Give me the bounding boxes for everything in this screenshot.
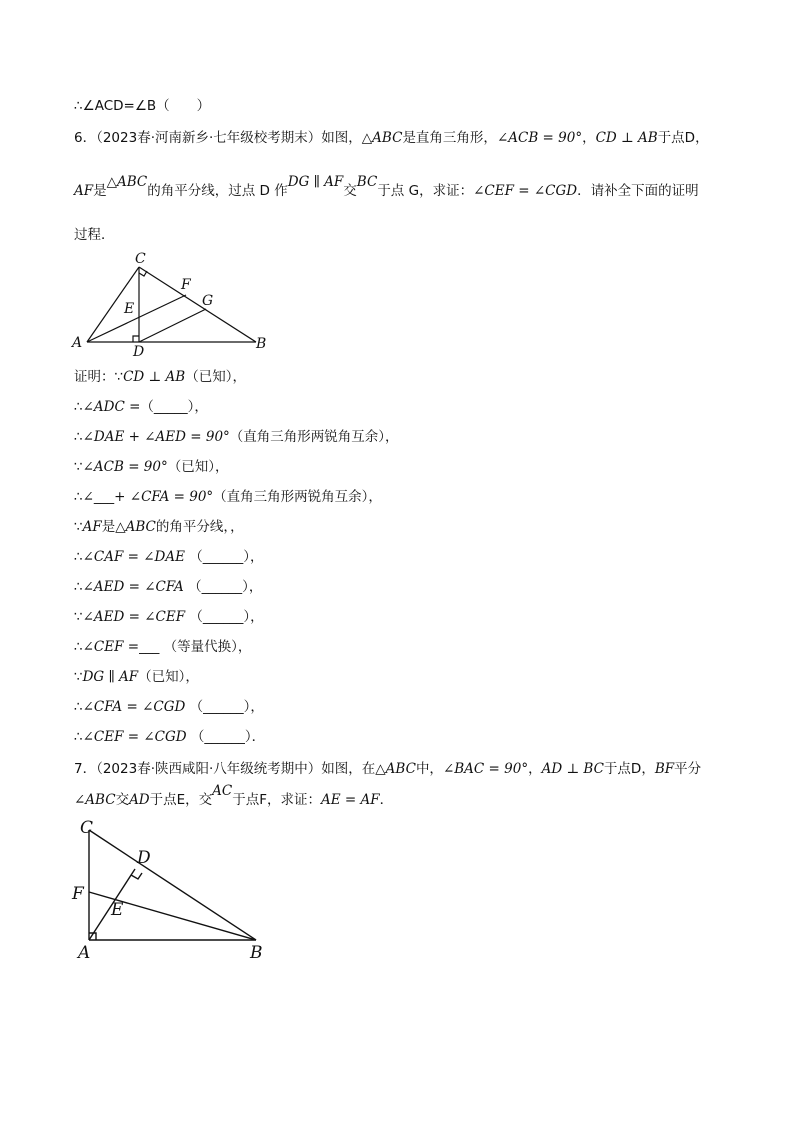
proof-reason: ）， xyxy=(242,579,263,595)
q7-label-a: A xyxy=(78,943,91,962)
proof-line-7 xyxy=(74,548,264,566)
q6-goal: ∠CEF = ∠CGD xyxy=(473,183,578,199)
q6-label-e: E xyxy=(124,301,135,317)
proof-math: ∠AED = ∠CEF xyxy=(82,609,186,625)
proof-prefix: ∴ xyxy=(74,699,83,715)
q6-line-3 xyxy=(74,226,115,244)
q6-label-f: F xyxy=(181,277,191,293)
proof-math: ∠CEF = ∠CGD xyxy=(82,729,187,745)
q6-text: 如图， xyxy=(321,130,362,146)
proof-reason: ）， xyxy=(187,399,208,415)
q7-text: 中， xyxy=(415,761,443,777)
q6-triangle: △ABC xyxy=(361,130,403,146)
q6-seg-cb xyxy=(139,267,256,342)
q7-angle-abc: ∠ABC xyxy=(74,792,116,808)
q6-source: （2023春·河南新乡·七年级校考期末） xyxy=(96,130,322,146)
previous-conclusion-line xyxy=(74,97,210,115)
q7-ad: AD xyxy=(129,792,150,808)
proof-prefix: ∴ xyxy=(74,399,83,415)
q7-seg-cb xyxy=(89,830,256,940)
proof-math: DG ∥ AF xyxy=(82,669,139,685)
q6-label-b: B xyxy=(256,336,267,352)
proof-math: ∠ADC = xyxy=(82,399,141,415)
q7-text: 于点D， xyxy=(603,761,655,777)
proof-math: ∠AED = ∠CFA xyxy=(82,579,184,595)
q7-goal: AE = AF xyxy=(321,792,380,808)
proof-prefix: ∴ xyxy=(74,429,83,445)
q7-ac: AC xyxy=(212,783,233,799)
proof-reason: （已知）， xyxy=(138,669,199,685)
proof-math: ∠CFA = ∠CGD xyxy=(82,699,186,715)
proof-blank[interactable]: _____ xyxy=(153,399,188,415)
proof-line-12 xyxy=(74,698,264,716)
q7-triangle: △ABC xyxy=(375,761,416,777)
proof-line-10 xyxy=(74,638,251,656)
q6-af: AF xyxy=(74,183,94,199)
proof-prefix: ∵ xyxy=(74,519,83,535)
proof-line-6 xyxy=(74,518,244,536)
proof-paren: （ xyxy=(140,399,154,415)
proof-reason: ）， xyxy=(243,699,264,715)
proof-line-11 xyxy=(74,668,199,686)
q6-bc: BC xyxy=(356,174,378,190)
proof-math: + ∠CFA = 90° xyxy=(114,489,214,505)
proof-prefix: ∴ xyxy=(74,549,83,565)
proof-reason: ）， xyxy=(243,549,264,565)
q6-seg-af xyxy=(87,295,186,342)
proof-blank[interactable]: ______ xyxy=(201,579,243,595)
proof-reason: （等量代换）， xyxy=(163,639,252,655)
q6-text: 交 xyxy=(343,183,357,199)
q7-text: ． xyxy=(379,792,394,808)
q6-right-angle-d xyxy=(133,336,139,342)
q6-angle-acb: ∠ACB = 90° xyxy=(496,130,583,146)
q6-text: ， xyxy=(582,130,596,146)
proof-blank[interactable]: ______ xyxy=(202,609,244,625)
proof-prefix: ∵ xyxy=(74,609,83,625)
proof-prefix: 证明：∵ xyxy=(74,369,124,385)
q7-text: 交 xyxy=(115,792,130,808)
q6-line-1 xyxy=(74,129,709,147)
q7-number: 7． xyxy=(74,761,97,777)
q7-label-e: E xyxy=(111,900,124,920)
proof-math: ∠CEF = xyxy=(82,639,140,655)
proof-line-3 xyxy=(74,428,399,446)
q6-seg-dg xyxy=(139,309,206,342)
q6-text: ．请补全下面的证明 xyxy=(577,183,699,199)
q6-dg-af: DG ∥ AF xyxy=(287,174,344,190)
q7-label-f: F xyxy=(72,884,84,904)
proof-blank[interactable]: ___ xyxy=(139,639,160,655)
proof-line-4 xyxy=(74,458,228,476)
proof-prefix: ∴ xyxy=(74,639,83,655)
q6-figure xyxy=(66,250,276,360)
q6-text: 于点 G，求证： xyxy=(377,183,474,199)
proof-paren: （ xyxy=(189,549,203,565)
proof-math: AF xyxy=(82,519,102,535)
proof-line-1 xyxy=(74,368,246,386)
proof-paren: （ xyxy=(189,699,204,715)
q7-line-1 xyxy=(74,760,701,778)
proof-math: ∠CAF = ∠DAE xyxy=(82,549,185,565)
proof-line-9 xyxy=(74,608,264,626)
q7-text: 于点F，求证： xyxy=(232,792,322,808)
proof-reason: 的角平分线，， xyxy=(155,519,244,535)
proof-reason: （已知）， xyxy=(167,459,229,475)
proof-math: ∠ACB = 90° xyxy=(82,459,168,475)
proof-reason: （直角三角形两锐角互余）， xyxy=(213,489,382,505)
proof-paren: （ xyxy=(190,729,205,745)
q7-text: 如图，在 xyxy=(321,761,376,777)
q6-triangle-2: △ABC xyxy=(106,174,148,190)
q7-source: （2023春·陕西咸阳·八年级统考期中） xyxy=(96,761,322,777)
q6-text: 的角平分线，过点 D 作 xyxy=(147,183,288,199)
q7-label-c: C xyxy=(80,818,94,838)
proof-prefix: ∵ xyxy=(74,669,83,685)
q6-text: 于点D， xyxy=(657,130,709,146)
q7-label-b: B xyxy=(250,943,263,962)
proof-blank[interactable]: ___ xyxy=(93,489,115,505)
proof-blank[interactable]: ______ xyxy=(202,549,244,565)
q6-label-d: D xyxy=(133,344,145,360)
proof-prefix: ∴ xyxy=(74,489,83,505)
q6-number: 6． xyxy=(74,130,97,146)
proof-line-5 xyxy=(74,488,382,506)
proof-line-2 xyxy=(74,398,208,416)
q7-figure xyxy=(66,812,276,962)
q6-label-g: G xyxy=(202,293,214,309)
q7-perp: AD ⊥ BC xyxy=(541,761,604,777)
proof-reason: ）， xyxy=(243,609,264,625)
proof-math: CD ⊥ AB xyxy=(123,369,186,385)
proof-paren: （ xyxy=(188,579,202,595)
proof-reason: （已知）， xyxy=(185,369,246,385)
proof-prefix: ∴ xyxy=(74,729,83,745)
proof-math: ∠DAE + ∠AED = 90° xyxy=(82,429,230,445)
q7-text: ， xyxy=(528,761,542,777)
q7-text: 平分 xyxy=(674,761,702,777)
proof-text: 是 xyxy=(101,519,116,535)
q6-perp: CD ⊥ AB xyxy=(595,130,658,146)
q6-text: 是 xyxy=(93,183,107,199)
q6-text: 过程． xyxy=(74,227,115,243)
proof-blank[interactable]: ______ xyxy=(204,729,245,745)
proof-math: △ABC xyxy=(115,519,156,535)
previous-conclusion: ∴∠ACD=∠B（ ） xyxy=(74,98,211,114)
q6-text: 是直角三角形， xyxy=(402,130,497,146)
proof-paren: （ xyxy=(189,609,203,625)
q6-label-c: C xyxy=(135,251,146,267)
q7-angle: ∠BAC = 90° xyxy=(442,761,529,777)
proof-line-8 xyxy=(74,578,262,596)
q6-label-a: A xyxy=(72,335,83,351)
q7-label-d: D xyxy=(137,848,151,868)
q7-bf: BF xyxy=(654,761,675,777)
proof-blank[interactable]: ______ xyxy=(203,699,244,715)
proof-reason: （直角三角形两锐角互余）， xyxy=(229,429,399,445)
proof-reason: ）． xyxy=(244,729,266,745)
q7-text: 于点E，交 xyxy=(149,792,213,808)
proof-prefix: ∵ xyxy=(74,459,83,475)
q7-line-2 xyxy=(74,783,394,809)
proof-math: ∠ xyxy=(82,489,94,505)
q6-line-2 xyxy=(74,174,699,200)
proof-line-13 xyxy=(74,728,265,746)
proof-prefix: ∴ xyxy=(74,579,83,595)
